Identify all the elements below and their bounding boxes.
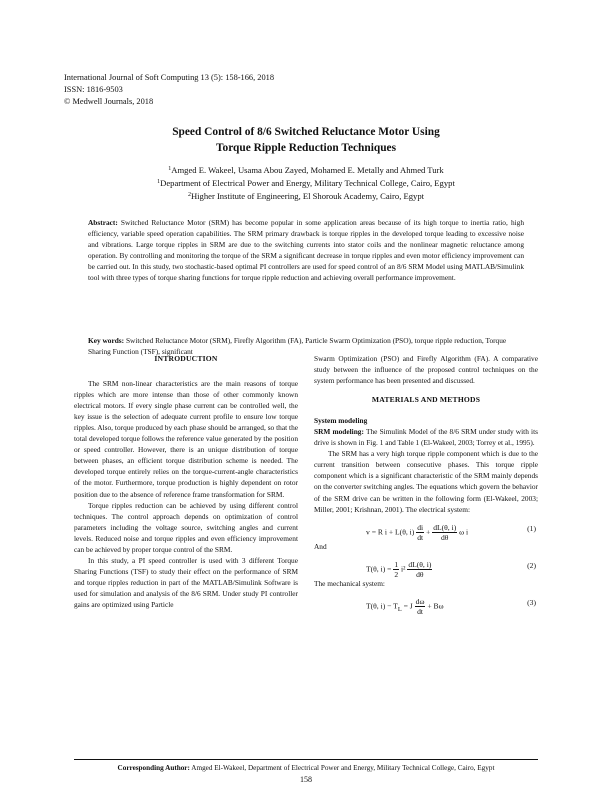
author-names: Amged E. Wakeel, Usama Abou Zayed, Mohamed E. Metally and Ahmed Turk — [171, 165, 444, 175]
intro-paragraph-2: Torque ripples reduction can be achieved by using different control techniques. The control approach depends on optimization of control parameters including the voltage source, switching angles and current levels. Reduced noise and torque ripples and even efficiency improvement can be achieved by proper torque control of the SRM. — [74, 500, 298, 554]
eq3-rhs: + Bω — [427, 600, 444, 610]
section-heading-introduction: INTRODUCTION — [154, 354, 218, 363]
equation-2 — [314, 552, 538, 578]
paper-title-line-1: Speed Control of 8/6 Switched Reluctance Motor Using — [172, 126, 440, 138]
eq1-rhs: ω i — [459, 526, 469, 536]
eq1-fraction-2: $\frac{dL(\theta, i)}{d\theta}$ — [433, 522, 457, 542]
and-label: And — [314, 541, 327, 551]
affiliation-marker: 2 — [187, 192, 191, 198]
intro-paragraph-3: In this study, a PI speed controller is used with 3 different Torque Sharing Functions (TSF) to study their effect on the performance of SRM and torque ripples reduction in part of the MATLAB/Simulink Software is used for simulation and analysis of the 8/6 SRM. Under study PI controller gains are optimized using Particle — [74, 555, 298, 609]
affiliation-1-text: Department of Electrical Power and Energy, Military Technical College, Cairo, Egypt — [160, 178, 455, 188]
author-list — [0, 163, 612, 177]
equation-3-number: (3) — [527, 597, 536, 607]
eq3-fraction-1: $\frac{d\omega}{dt}$ — [415, 596, 425, 616]
equation-1-number: (1) — [527, 523, 536, 533]
srm-modeling-text: The Simulink Model of the 8/6 SRM under study with its drive is shown in Fig. 1 and Table 1 (El-Wakeel, 2003; Torrey et al., 1995). — [314, 427, 538, 448]
corresponding-author-label: Corresponding Author: — [117, 764, 190, 772]
subheading-system-modeling: System modeling — [314, 416, 368, 426]
affiliation-marker: 1 — [168, 166, 172, 172]
eq3-subscript: L — [397, 605, 402, 613]
srm-modeling-label: SRM modeling: — [314, 427, 364, 437]
affiliation-1 — [0, 176, 612, 190]
equation-3-body — [366, 597, 444, 616]
page-number: 158 — [300, 775, 312, 784]
corresponding-author — [74, 763, 538, 773]
paper-title-line-2: Torque Ripple Reduction Techniques — [215, 142, 397, 154]
eq1-mid: + — [426, 526, 433, 536]
equation-2-number: (2) — [527, 560, 536, 570]
equation-3 — [314, 589, 538, 615]
eq2-fraction-1: $\frac{1}{2}$ — [394, 559, 399, 579]
eq2-lhs: T(θ, i) = — [366, 563, 394, 573]
eq3-lhs: T(θ, i) − T — [366, 600, 398, 610]
right-paragraph-continuation: Swarm Optimization (PSO) and Firefly Algorithm (FA). A comparative study between the influence of the proposed control techniques on the system performance has been presented and discussed. — [314, 354, 538, 386]
eq1-lhs: v = R i + L(θ, i) — [366, 526, 415, 536]
corresponding-author-text: Amged El-Wakeel, Department of Electrical Power and Energy, Military Technical College, Cairo, Egypt — [191, 764, 495, 772]
eq2-fraction-2: $\frac{dL(\theta, i)}{d\theta}$ — [408, 559, 432, 579]
right-column — [314, 353, 538, 615]
srm-modeling-paragraph — [314, 426, 538, 448]
journal-citation: International Journal of Soft Computing 13 (5): 158-166, 2018 — [64, 73, 275, 82]
left-column — [74, 353, 298, 610]
keywords-text: Switched Reluctance Motor (SRM), Firefly Algorithm (FA), Particle Swarm Optimization (PSO), torque ripple reduction, Torque Sharing Function (TSF), significant — [88, 336, 507, 357]
journal-copyright: © Medwell Journals, 2018 — [64, 97, 154, 106]
section-heading-materials-methods: MATERIALS AND METHODS — [371, 395, 481, 405]
eq3-mid: = J — [403, 600, 413, 610]
abstract — [88, 217, 524, 283]
mechanical-system-label: The mechanical system: — [314, 578, 385, 588]
abstract-label: Abstract: — [88, 218, 118, 227]
abstract-text: Switched Reluctance Motor (SRM) has become popular in some application areas because of its high torque to inertia ratio, high efficiency, variable speed operation capabilities. The SRM primary drawback is torque ripples in the developed torque leading to excessive noise and vibrations. Large torque ripples in SRM are due to the switching currents into stator coils and the nonlinear magnetic reluctance among operation. By controlling and monitoring the torque of the SRM a significant decrease in torque ripples and even motor efficiency improvement can be carried out. In this study, two stochastic-based optimal PI controllers are used for speed control of an 8/6 SRM Model using MATLAB/Simulink tool with three types of torque sharing functions for torque ripple reduction and achieving overall performance improvement. — [88, 218, 524, 283]
equation-1-body — [366, 523, 468, 542]
affiliation-2-text: Higher Institute of Engineering, El Shorouk Academy, Cairo, Egypt — [190, 191, 425, 201]
intro-paragraph-1: The SRM non-linear characteristics are the main reasons of torque ripples which are more intense than those of other commonly known electrical motors. If every single phase current can be controlled well, the key issue is the selection of adequate current profile to ensure low torque ripples. Also, torque produced by each phase should be arranged, so that the total developed torque follows the reference value generated by the position or speed controller. However, there is an unique distribution of torque between phases, an efficient torque distribution scheme is needed. The developed torque entirely relies on the torque-current-angle characteristics of the motor. Furthermore, torque production is highly dependent on rotor position due to the absence of reference frame transformation for SRM. — [74, 379, 298, 499]
keywords-label: Key words: — [88, 336, 125, 345]
eq2-mid: i² — [401, 563, 408, 573]
srm-torque-paragraph: The SRM has a very high torque ripple component which is due to the current transition between consecutive phases. This torque ripple component which is a significant characteristic of the SRM mainly depends on the converter switching angles. The equations which govern the behavior of the SRM drive can be written in the following form (El-Wakeel, 2003; Miller, 2001; Krishnan, 2001). The electrical system: — [314, 449, 538, 514]
eq1-fraction-1: $\frac{di}{dt}$ — [417, 522, 424, 542]
equation-2-body — [366, 560, 432, 579]
equation-1 — [314, 515, 538, 541]
journal-issn: ISSN: 1816-9503 — [64, 85, 123, 94]
affiliation-2 — [0, 189, 612, 203]
affiliation-marker: 1 — [157, 179, 161, 185]
footer-rule — [74, 759, 538, 760]
